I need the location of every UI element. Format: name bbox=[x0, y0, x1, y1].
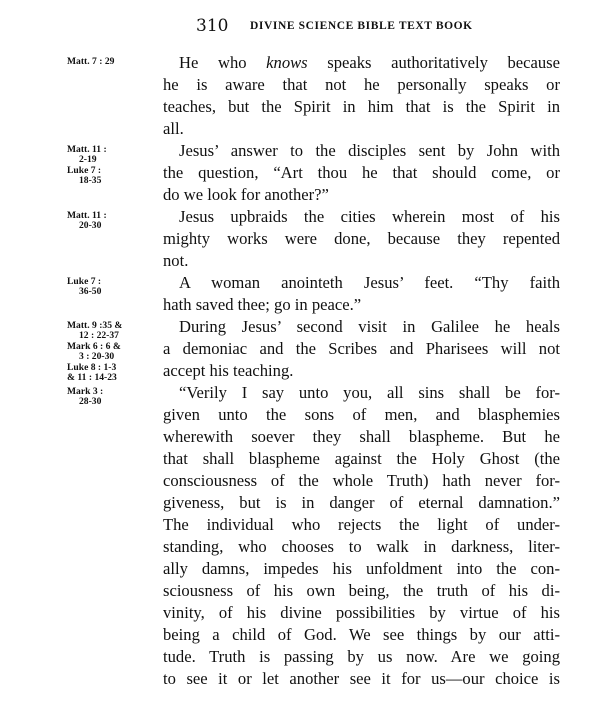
margin-reference bbox=[67, 57, 152, 67]
text-segment: speaks authoritatively because bbox=[307, 53, 560, 72]
reference-line: & 11 : 14-23 bbox=[67, 372, 117, 384]
text-line: Jesus’ answer to the disciples sent by John with bbox=[179, 141, 560, 160]
reference-line: Luke 7 : bbox=[67, 164, 102, 176]
text-line: A woman anointeth Jesus’ feet. “Thy faith bbox=[179, 273, 560, 292]
reference-line: Matt. 11 : bbox=[67, 144, 107, 155]
text-line: not. bbox=[163, 251, 189, 270]
reference-line: 2-19 bbox=[79, 154, 97, 166]
reference-line: Luke 8 : 1-3 bbox=[67, 361, 117, 373]
text-line: consciousness of the whole Truth) hath never for- bbox=[163, 471, 560, 490]
reference-line: 12 : 22-37 bbox=[79, 330, 119, 342]
running-header: DIVINE SCIENCE BIBLE TEXT BOOK bbox=[250, 20, 473, 32]
reference-line: Matt. 11 : bbox=[67, 210, 107, 221]
paragraph bbox=[163, 206, 560, 272]
text-line: “Verily I say unto you, all sins shall be for- bbox=[179, 383, 560, 402]
reference-line: 20-30 bbox=[79, 220, 102, 232]
reference-line: Mark 6 : 6 & bbox=[67, 340, 121, 352]
text-line: mighty works were done, because they repented bbox=[163, 229, 560, 248]
reference-line: 36-50 bbox=[79, 286, 102, 298]
text-line: sciousness of his own being, the truth of his di- bbox=[163, 581, 560, 600]
text-line: standing, who chooses to walk in darkness, liter- bbox=[163, 537, 560, 556]
paragraph bbox=[163, 382, 560, 690]
text-line: tude. Truth is passing by us now. Are we going bbox=[163, 647, 560, 666]
text-line: do we look for another?” bbox=[163, 185, 329, 204]
text-line: being a child of God. We see things by our atti- bbox=[163, 625, 560, 644]
margin-reference bbox=[67, 321, 152, 383]
margin-reference bbox=[67, 145, 152, 187]
paragraph bbox=[163, 316, 560, 382]
reference-line: 3 : 20-30 bbox=[79, 351, 115, 363]
paragraph bbox=[163, 140, 560, 206]
margin-reference bbox=[67, 387, 152, 408]
reference-line: Luke 7 : bbox=[67, 276, 102, 287]
text-line: all. bbox=[163, 119, 184, 138]
paragraph bbox=[163, 52, 560, 140]
text-line: to see it or let another see it for us—our choice is bbox=[163, 669, 560, 688]
text-line: he is aware that not he personally speaks or bbox=[163, 75, 560, 94]
reference-line: Matt. 7 : 29 bbox=[67, 56, 115, 67]
text-line: hath saved thee; go in peace.” bbox=[163, 295, 362, 314]
text-line: The individual who rejects the light of under- bbox=[163, 515, 560, 534]
text-line: Jesus upbraids the cities wherein most of his bbox=[179, 207, 560, 226]
text-line: vinity, of his divine possibilities by virtue of his bbox=[163, 603, 560, 622]
text-line: wherewith soever they shall blaspheme. But he bbox=[163, 427, 560, 446]
text-line: a demoniac and the Scribes and Pharisees will not bbox=[163, 339, 560, 358]
reference-line: 28-30 bbox=[79, 396, 102, 408]
text-line: During Jesus’ second visit in Galilee he heals bbox=[179, 317, 560, 336]
margin-reference bbox=[67, 211, 152, 232]
page-number: 310 bbox=[196, 16, 229, 36]
text-line: the question, “Art thou he that should come, or bbox=[163, 163, 560, 182]
text-line: giveness, but is in danger of eternal damnation.” bbox=[163, 493, 560, 512]
text-line: ally damns, impedes his unfoldment into the con- bbox=[163, 559, 560, 578]
reference-line: Mark 3 : bbox=[67, 386, 104, 397]
paragraph bbox=[163, 272, 560, 316]
text-line: accept his teaching. bbox=[163, 361, 294, 380]
text-line: that shall blaspheme against the Holy Ghost (the bbox=[163, 449, 560, 468]
reference-line: Matt. 9 :35 & bbox=[67, 320, 123, 331]
reference-line: 18-35 bbox=[79, 175, 102, 187]
text-line: teaches, but the Spirit in him that is the Spirit in bbox=[163, 97, 560, 116]
text-line bbox=[163, 52, 560, 74]
text-line: given unto the sons of men, and blasphemies bbox=[163, 405, 560, 424]
text-segment: He who bbox=[179, 53, 267, 72]
emphasis-text: knows bbox=[266, 53, 308, 72]
margin-reference bbox=[67, 277, 152, 298]
